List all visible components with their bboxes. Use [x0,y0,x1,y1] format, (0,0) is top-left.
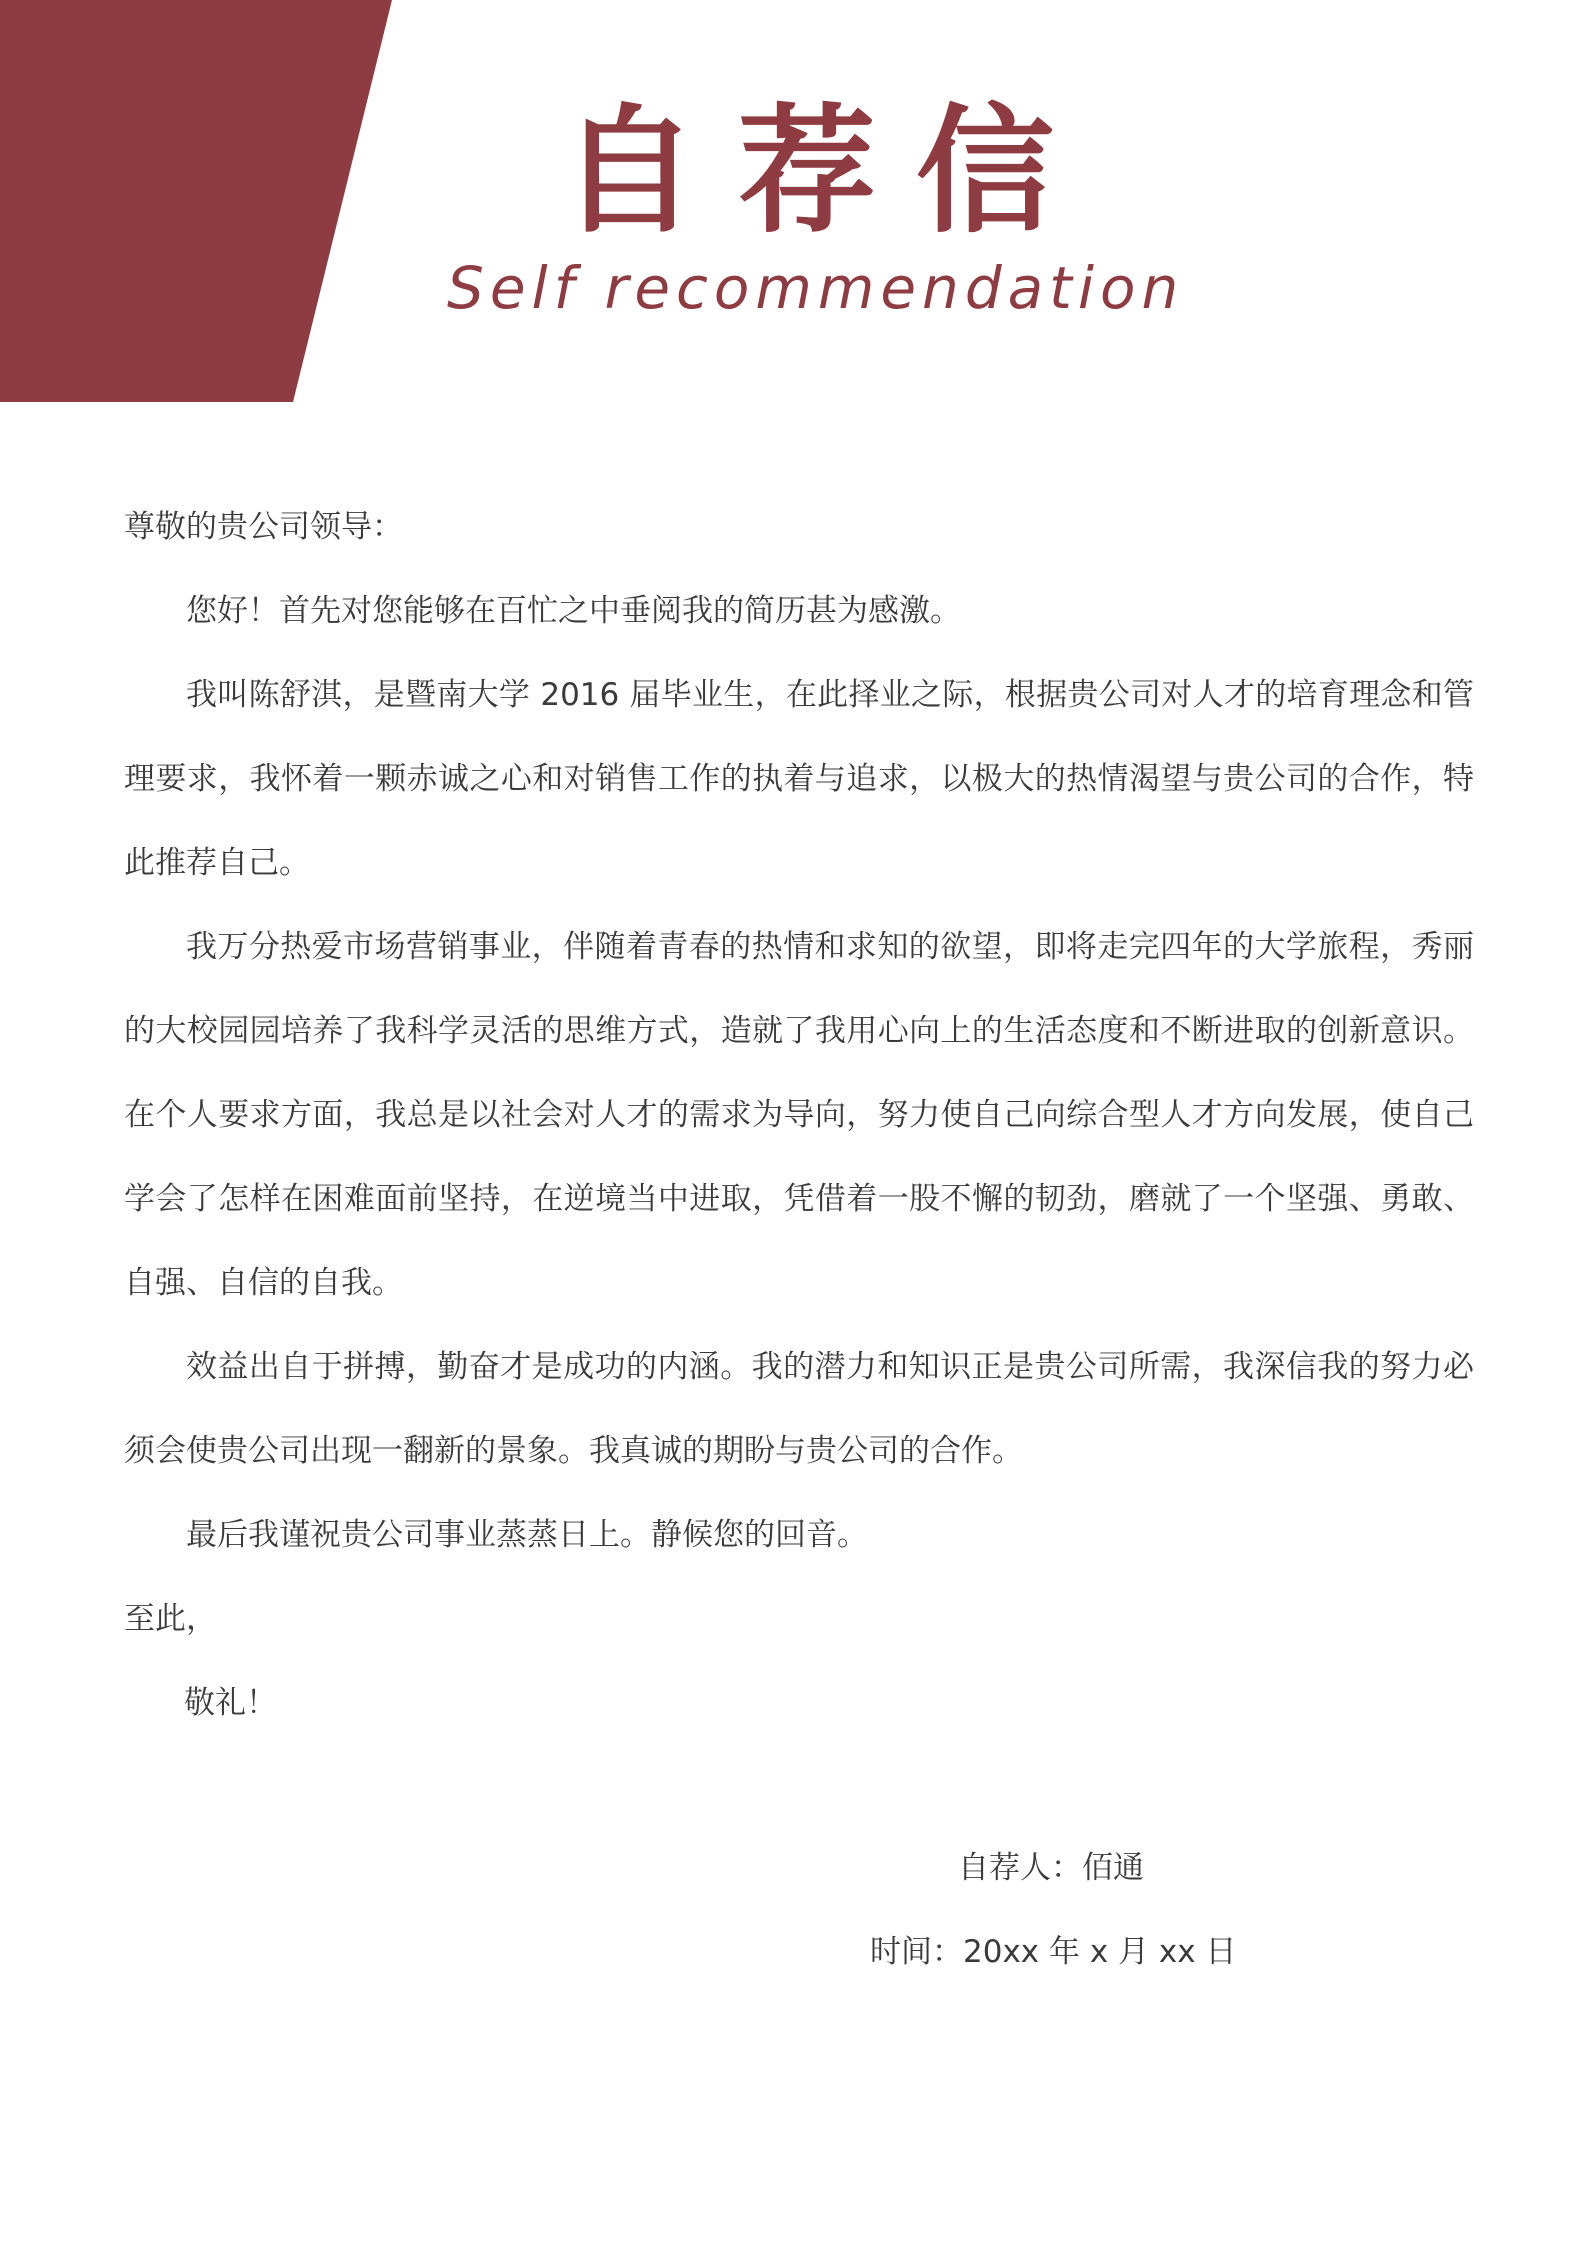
corner-accent-band [0,0,395,402]
page-title: 自荐信 [560,91,1095,252]
signature-block [870,1826,1410,1994]
salutation: 尊敬的贵公司领导： [124,509,403,545]
letter-paragraph: 我万分热爱市场营销事业，伴随着青春的热情和求知的欲望，即将走完四年的大学旅程，秀丽的大校园园培养了我科学灵活的思维方式，造就了我用心向上的生活态度和不断进取的创新意识。在个人要求方面，我总是以社会对人才的需求为导向，努力使自己向综合型人才方向发展，使自己学会了怎样在困难面前坚持，在逆境当中进取，凭借着一股不懈的韧劲，磨就了一个坚强、勇敢、自强、自信的自我。 [124,929,1474,1301]
signature-date: 时间：20xx 年 x 月 xx 日 [870,1934,1237,1970]
letter-body [124,485,1474,1745]
signature-name: 自荐人：佰通 [958,1850,1144,1886]
letter-paragraph: 我叫陈舒淇，是暨南大学 2016 届毕业生，在此择业之际，根据贵公司对人才的培育理念和管理要求，我怀着一颗赤诚之心和对销售工作的执着与追求，以极大的热情渴望与贵公司的合作，特此推荐自己。 [124,677,1474,881]
letter-paragraph: 您好！首先对您能够在百忙之中垂阅我的简历甚为感激。 [186,593,961,629]
letter-paragraph: 效益出自于拼搏，勤奋才是成功的内涵。我的潜力和知识正是贵公司所需，我深信我的努力必须会使贵公司出现一翻新的景象。我真诚的期盼与贵公司的合作。 [124,1349,1474,1469]
regards-line: 敬礼！ [184,1685,277,1721]
page-subtitle: Self recommendation [447,254,1185,322]
letter-paragraph: 最后我谨祝贵公司事业蒸蒸日上。静候您的回音。 [186,1517,868,1553]
closing-line: 至此， [124,1601,217,1637]
